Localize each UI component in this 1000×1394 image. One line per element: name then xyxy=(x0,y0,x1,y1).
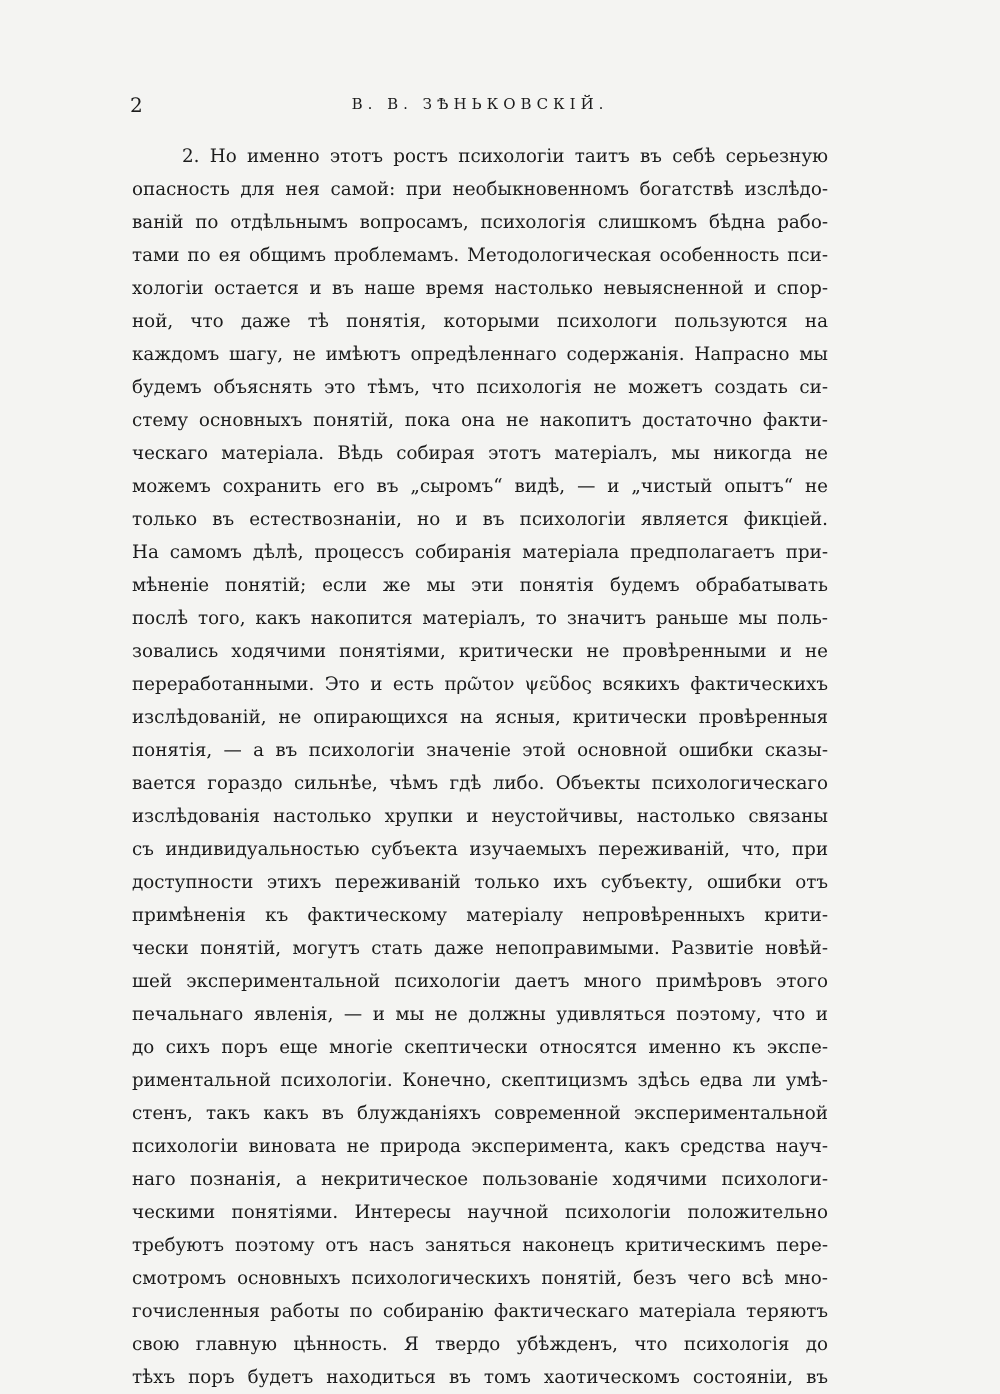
text-line: послѣ того, какъ накопится матеріалъ, то значитъ раньше мы поль- xyxy=(132,608,828,629)
text-line: зовались ходячими понятіями, критически не провѣренными и не xyxy=(132,641,828,662)
text-line: съ индивидуальностью субъекта изучаемыхъ переживаній, что, при xyxy=(132,839,828,860)
text-line: стему основныхъ понятій, пока она не накопитъ достаточно факти- xyxy=(132,410,828,431)
text-line: опасность для нея самой: при необыкновенномъ богатствѣ изслѣдо- xyxy=(132,179,828,200)
text-line: можемъ сохранить его въ „сыромъ“ видѣ, — и „чистый опытъ“ не xyxy=(132,476,828,497)
text-line: вается гораздо сильнѣе, чѣмъ гдѣ либо. Объекты психологическаго xyxy=(132,773,828,794)
text-line: хологіи остается и въ наше время настолько невыясненной и спор- xyxy=(132,278,828,299)
text-line: понятія, — а въ психологіи значеніе этой основной ошибки сказы- xyxy=(132,740,828,761)
body-paragraph xyxy=(132,140,828,1394)
text-line: стенъ, такъ какъ въ блужданіяхъ современной экспериментальной xyxy=(132,1103,828,1124)
text-line: риментальной психологіи. Конечно, скептицизмъ здѣсь едва ли умѣ- xyxy=(132,1070,828,1091)
text-line: 2. Но именно этотъ ростъ психологіи таитъ въ себѣ серьезную xyxy=(182,146,828,167)
text-line: На самомъ дѣлѣ, процессъ собиранія матеріала предполагаетъ при- xyxy=(132,542,828,563)
text-line: примѣненія къ фактическому матеріалу непровѣренныхъ крити- xyxy=(132,905,828,926)
text-line: тами по ея общимъ проблемамъ. Методологическая особенность пси- xyxy=(132,245,828,266)
text-line: свою главную цѣнность. Я твердо убѣжденъ, что психологія до xyxy=(132,1334,828,1355)
text-line: печальнаго явленія, — и мы не должны удивляться поэтому, что и xyxy=(132,1004,828,1025)
text-line: гочисленныя работы по собиранію фактическаго матеріала теряютъ xyxy=(132,1301,828,1322)
page-number: 2 xyxy=(130,93,143,117)
text-line: будемъ объяснять это тѣмъ, что психологія не можетъ создать си- xyxy=(132,377,828,398)
text-line: тѣхъ поръ будетъ находиться въ томъ хаотическомъ состояніи, въ xyxy=(132,1367,828,1388)
text-line: чески понятій, могутъ стать даже непоправимыми. Развитіе новѣй- xyxy=(132,938,828,959)
text-line: требуютъ поэтому отъ насъ заняться наконецъ критическимъ пере- xyxy=(132,1235,828,1256)
text-line: переработанными. Это и есть πρῶτον ψεῦδος всякихъ фактическихъ xyxy=(132,674,828,695)
text-line: доступности этихъ переживаній только ихъ субъекту, ошибки отъ xyxy=(132,872,828,893)
page-header xyxy=(130,93,830,123)
text-line: наго познанія, а некритическое пользованіе ходячими психологи- xyxy=(132,1169,828,1190)
text-line: ной, что даже тѣ понятія, которыми психологи пользуются на xyxy=(132,311,828,332)
running-head: В. В. ЗѢНЬКОВСКІЙ. xyxy=(351,95,609,113)
text-line: шей экспериментальной психологіи даетъ много примѣровъ этого xyxy=(132,971,828,992)
text-line: ческаго матеріала. Вѣдь собирая этотъ матеріалъ, мы никогда не xyxy=(132,443,828,464)
text-line: только въ естествознаніи, но и въ психологіи является фикціей. xyxy=(132,509,828,530)
text-line: ваній по отдѣльнымъ вопросамъ, психологія слишкомъ бѣдна рабо- xyxy=(132,212,828,233)
text-line: смотромъ основныхъ психологическихъ понятій, безъ чего всѣ мно- xyxy=(132,1268,828,1289)
text-line: изслѣдованій, не опирающихся на ясныя, критически провѣренныя xyxy=(132,707,828,728)
text-line: изслѣдованія настолько хрупки и неустойчивы, настолько связаны xyxy=(132,806,828,827)
text-line: до сихъ поръ еще многіе скептически относятся именно къ экспе- xyxy=(132,1037,828,1058)
text-line: мѣненіе понятій; если же мы эти понятія будемъ обрабатывать xyxy=(132,575,828,596)
text-line: психологіи виновата не природа эксперимента, какъ средства науч- xyxy=(132,1136,828,1157)
text-line: каждомъ шагу, не имѣютъ опредѣленнаго содержанія. Напрасно мы xyxy=(132,344,828,365)
text-line: ческими понятіями. Интересы научной психологіи положительно xyxy=(132,1202,828,1223)
